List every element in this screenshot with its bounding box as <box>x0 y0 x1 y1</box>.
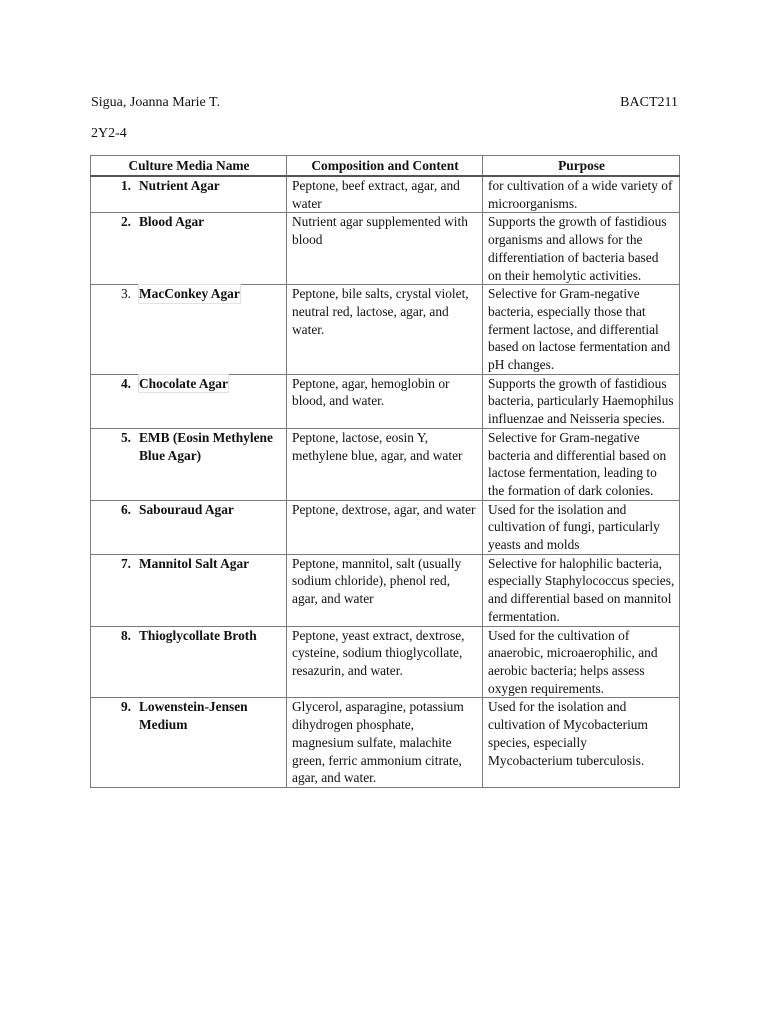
row-number: 8. <box>120 627 131 643</box>
row-number: 6. <box>120 501 131 517</box>
table-row <box>91 285 680 375</box>
composition-cell: Peptone, lactose, eosin Y, methylene blue, agar, and water <box>287 428 483 500</box>
row-number: 2. <box>120 214 131 230</box>
table-row <box>91 626 680 698</box>
media-name-cell <box>91 428 287 500</box>
composition-cell: Nutrient agar supplemented with blood <box>287 213 483 285</box>
row-number: 5. <box>120 429 131 445</box>
media-name: Mannitol Salt Agar <box>139 555 250 571</box>
table-row <box>91 176 680 213</box>
media-name: MacConkey Agar <box>139 286 240 302</box>
culture-media-table <box>90 155 680 788</box>
composition-cell: Peptone, yeast extract, dextrose, cysteine, sodium thioglycollate, resazurin, and water. <box>287 626 483 698</box>
media-name-cell <box>91 213 287 285</box>
row-number: 1. <box>120 178 131 193</box>
media-name: Blood Agar <box>139 214 205 230</box>
purpose-cell: for cultivation of a wide variety of microorganisms. <box>483 176 680 213</box>
purpose-cell: Used for the isolation and cultivation of Mycobacterium species, especially Mycobacterium tuberculosis. <box>483 698 680 788</box>
purpose-cell: Selective for Gram-negative bacteria, especially those that ferment lactose, and differential based on lactose fermentation and pH changes. <box>483 285 680 375</box>
media-name-cell <box>91 626 287 698</box>
purpose-cell: Supports the growth of fastidious bacteria, particularly Haemophilus influenzae and Neisseria species. <box>483 374 680 428</box>
media-name: EMB (Eosin Methylene Blue Agar) <box>139 429 273 463</box>
column-header-composition: Composition and Content <box>287 156 483 177</box>
table-row <box>91 213 680 285</box>
media-name-cell <box>91 374 287 428</box>
row-number: 9. <box>120 699 131 715</box>
purpose-cell: Selective for Gram-negative bacteria and differential based on lactose fermentation, leading to the formation of dark colonies. <box>483 428 680 500</box>
composition-cell: Peptone, bile salts, crystal violet, neutral red, lactose, agar, and water. <box>287 285 483 375</box>
media-name-cell <box>91 698 287 788</box>
row-number: 4. <box>120 375 131 391</box>
column-header-purpose: Purpose <box>483 156 680 177</box>
composition-cell: Peptone, beef extract, agar, and water <box>287 176 483 213</box>
column-header-name: Culture Media Name <box>91 156 287 177</box>
purpose-cell: Used for the cultivation of anaerobic, microaerophilic, and aerobic bacteria; helps assess oxygen requirements. <box>483 626 680 698</box>
table-row <box>91 554 680 626</box>
row-number: 7. <box>120 555 131 571</box>
composition-cell: Glycerol, asparagine, potassium dihydrogen phosphate, magnesium sulfate, malachite green, ferric ammonium citrate, agar, and water. <box>287 698 483 788</box>
table-row <box>91 428 680 500</box>
media-name: Thioglycollate Broth <box>139 627 257 643</box>
student-name: Sigua, Joanna Marie T. <box>91 95 220 110</box>
media-name-cell <box>91 176 287 213</box>
media-name-cell <box>91 500 287 554</box>
media-name: Sabouraud Agar <box>139 501 234 517</box>
composition-cell: Peptone, mannitol, salt (usually sodium chloride), phenol red, agar, and water <box>287 554 483 626</box>
composition-cell: Peptone, agar, hemoglobin or blood, and water. <box>287 374 483 428</box>
media-name: Nutrient Agar <box>139 178 220 193</box>
purpose-cell: Selective for halophilic bacteria, especially Staphylococcus species, and differential based on mannitol fermentation. <box>483 554 680 626</box>
table-row <box>91 698 680 788</box>
course-code: BACT211 <box>620 95 678 110</box>
row-number: 3. <box>120 286 131 302</box>
table-header-row <box>91 156 680 177</box>
purpose-cell: Used for the isolation and cultivation of fungi, particularly yeasts and molds <box>483 500 680 554</box>
media-name: Lowenstein-Jensen Medium <box>139 699 248 733</box>
section-code: 2Y2-4 <box>91 126 127 141</box>
composition-cell: Peptone, dextrose, agar, and water <box>287 500 483 554</box>
purpose-cell: Supports the growth of fastidious organisms and allows for the differentiation of bacteria based on their hemolytic activities. <box>483 213 680 285</box>
media-name-cell <box>91 285 287 375</box>
table-row <box>91 374 680 428</box>
media-name-cell <box>91 554 287 626</box>
table-row <box>91 500 680 554</box>
media-name: Chocolate Agar <box>139 375 228 391</box>
